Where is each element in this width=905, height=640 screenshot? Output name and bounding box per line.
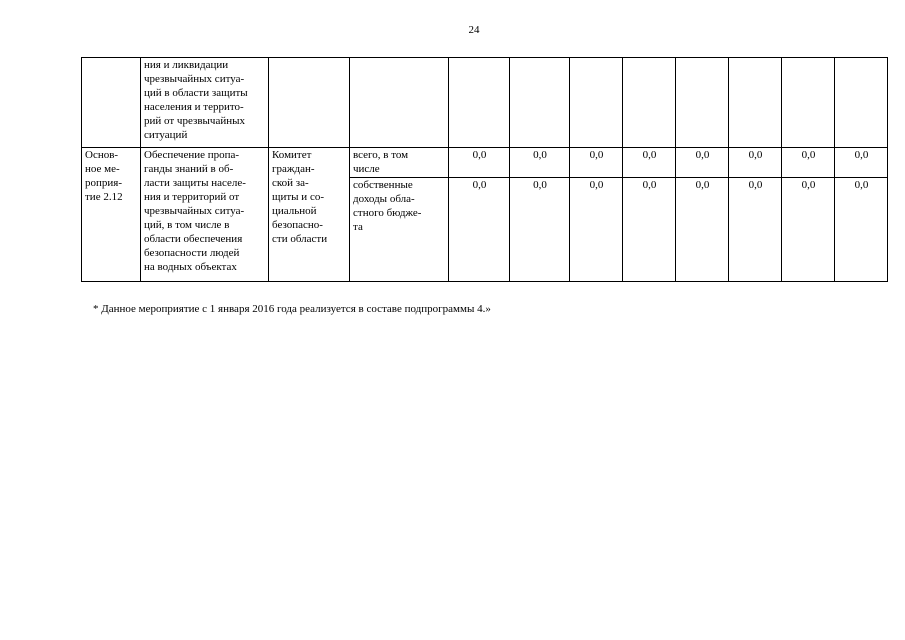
activity-name-cell: Обеспечение пропа- ганды знаний в об- ласти защиты населе- ния и территорий от чрезвычайных ситуа- ций, в том числе в области обеспечения безопасности людей на водных объектах [141, 148, 269, 282]
empty-cell [570, 58, 623, 148]
value-cell: 0,0 [449, 148, 510, 178]
value-cell: 0,0 [510, 178, 570, 282]
continuation-row [82, 58, 888, 148]
empty-cell [729, 58, 782, 148]
empty-cell [269, 58, 350, 148]
empty-cell [676, 58, 729, 148]
empty-cell [782, 58, 835, 148]
funding-source-cell: всего, в том числе [350, 148, 449, 178]
value-cell: 0,0 [623, 148, 676, 178]
empty-cell [449, 58, 510, 148]
footnote: * Данное мероприятие с 1 января 2016 года реализуется в составе подпрограммы 4.» [93, 303, 491, 315]
continuation-name-cell: ния и ликвидации чрезвычайных ситуа- ций в области защиты населения и террито- рий от чрезвычайных ситуаций [141, 58, 269, 148]
value-cell: 0,0 [835, 178, 888, 282]
page-number: 24 [468, 24, 480, 36]
value-cell: 0,0 [676, 148, 729, 178]
empty-cell [82, 58, 141, 148]
activity-executor-cell: Комитет граждан- ской за- щиты и со- циальной безопасно- сти области [269, 148, 350, 282]
value-cell: 0,0 [782, 148, 835, 178]
empty-cell [350, 58, 449, 148]
value-cell: 0,0 [570, 148, 623, 178]
value-cell: 0,0 [623, 178, 676, 282]
funding-source-cell: собственные доходы обла- стного бюдже- та [350, 178, 449, 282]
value-cell: 0,0 [449, 178, 510, 282]
empty-cell [623, 58, 676, 148]
budget-table [81, 57, 888, 282]
value-cell: 0,0 [729, 148, 782, 178]
empty-cell [510, 58, 570, 148]
activity-row-total [82, 148, 888, 178]
value-cell: 0,0 [676, 178, 729, 282]
value-cell: 0,0 [510, 148, 570, 178]
value-cell: 0,0 [729, 178, 782, 282]
value-cell: 0,0 [782, 178, 835, 282]
empty-cell [835, 58, 888, 148]
activity-id-cell: Основ- ное ме- роприя- тие 2.12 [82, 148, 141, 282]
value-cell: 0,0 [835, 148, 888, 178]
value-cell: 0,0 [570, 178, 623, 282]
